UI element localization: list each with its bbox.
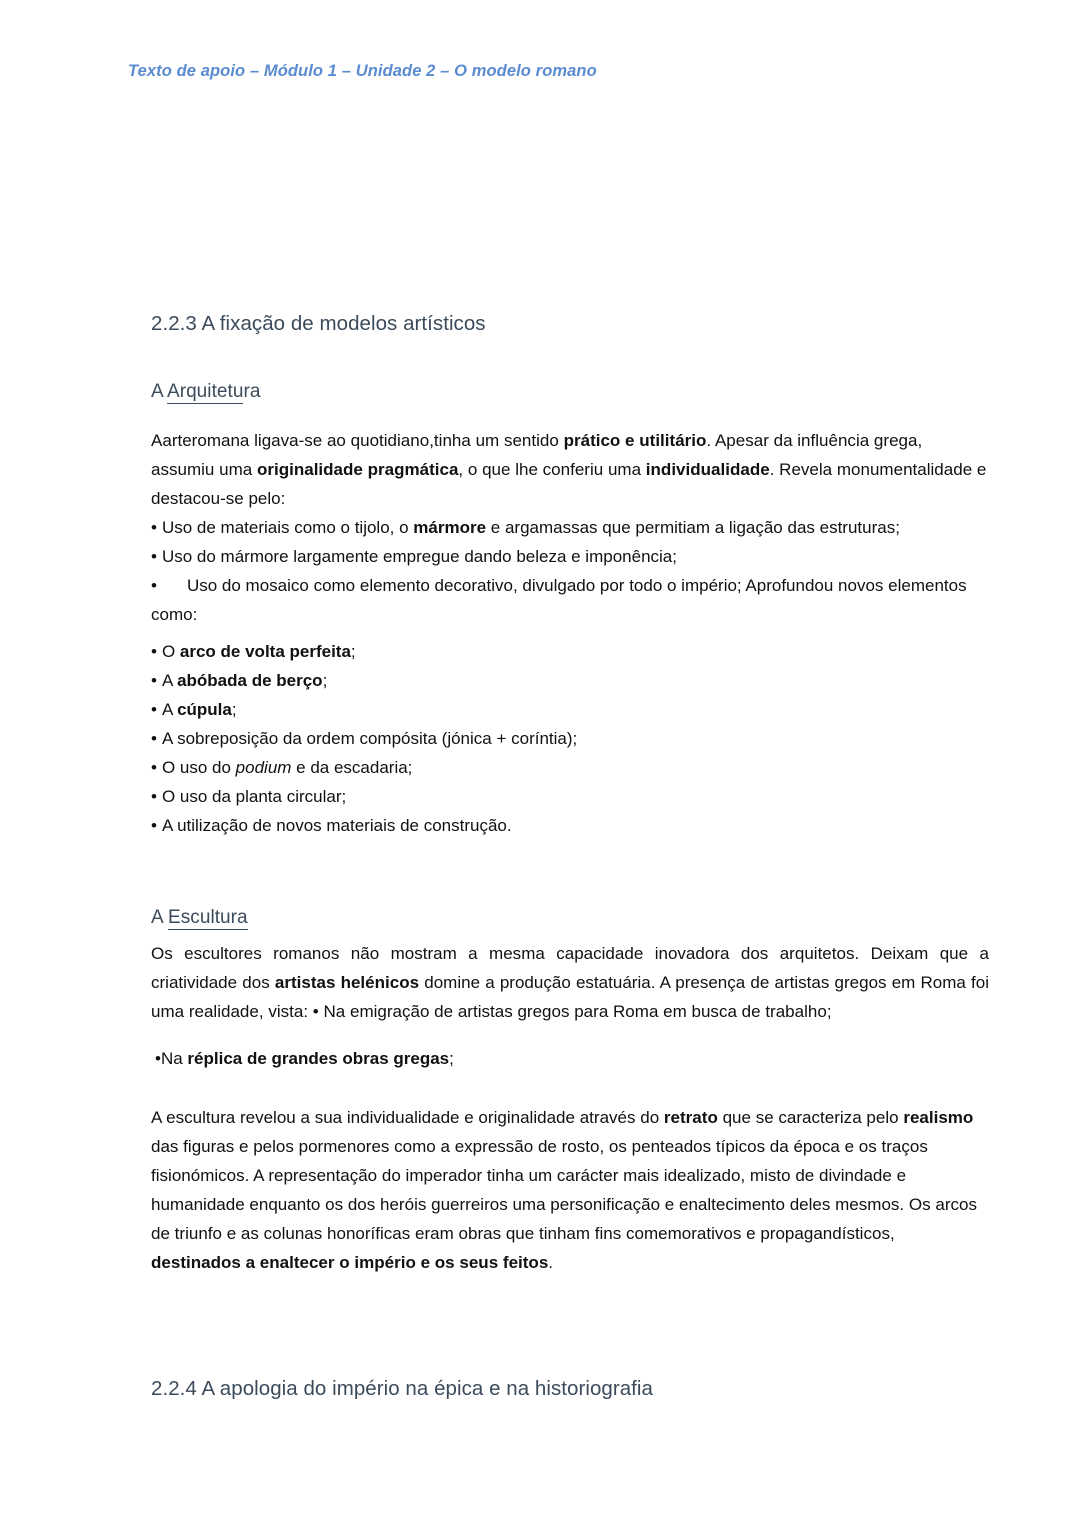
text-run: e argamassas que permitiam a ligação das estruturas; <box>486 518 900 538</box>
bold-run: prático e utilitário <box>563 431 707 451</box>
subheading-underlined-part: Arquitetu <box>166 380 244 402</box>
spacer <box>151 1277 989 1333</box>
text-run: O uso do <box>161 758 236 778</box>
spacer <box>151 338 989 380</box>
document-content <box>151 310 989 1403</box>
text-run: A <box>161 671 178 691</box>
spacer <box>151 1073 989 1103</box>
text-run: que se caracteriza pelo <box>717 1108 904 1128</box>
spacer <box>151 629 989 637</box>
subheading-prefix: A <box>151 380 167 402</box>
bold-run: originalidade pragmática <box>256 460 459 480</box>
text-run: . Revela monumentalidade e destacou-se pelo: <box>151 460 987 509</box>
text-run: ; <box>449 1049 454 1069</box>
text-run: . Apesar da influência grega, assumiu uma <box>151 431 923 480</box>
bullet-icon: • <box>151 518 157 538</box>
bullet-icon: • <box>151 576 157 596</box>
text-run: . <box>548 1253 554 1273</box>
bold-run: individualidade <box>645 460 770 480</box>
bullet-icon: • <box>155 1049 161 1069</box>
text-run: ; <box>350 642 356 662</box>
bold-run: realismo <box>903 1108 974 1128</box>
running-header: Texto de apoio – Módulo 1 – Unidade 2 – O modelo romano <box>128 62 597 80</box>
text-run: A sobreposição da ordem compósita (jónica + coríntia); <box>161 729 578 749</box>
text-run: A utilização de novos materiais de construção. <box>161 816 512 836</box>
section-heading-224: 2.2.4 A apologia do império na épica e na historiografia <box>151 1377 653 1401</box>
list-item <box>151 811 989 840</box>
text-run: Uso de materiais como o tijolo, o <box>161 518 414 538</box>
bullet-icon: • <box>151 642 157 662</box>
list-item <box>151 513 989 542</box>
list-item <box>151 571 989 629</box>
bold-run: abóbada de berço <box>177 671 323 691</box>
text-run: domine a produção estatuária. A presença de artistas gregos em Roma foi uma realidade, vista: • Na emigração de artistas gregos para Roma em busca de trabalho; <box>151 973 990 1022</box>
bullet-icon: • <box>151 671 157 691</box>
spacer <box>151 931 989 939</box>
bold-run: mármore <box>413 518 487 538</box>
text-run: das figuras e pelos pormenores como a expressão de rosto, os penteados típicos da época e os traços fisionómicos. A representação do imperador tinha um carácter mais idealizado, misto de divindade e humanidade enquanto os dos heróis guerreiros uma personificação e enaltecimento deles mesmos. Os arcos de triunfo e as colunas honoríficas eram obras que tinham fins comemorativos e propagandísticos, <box>151 1137 977 1244</box>
spacer <box>151 404 989 426</box>
paragraph-arquitetura-intro <box>151 426 989 513</box>
list-item <box>151 666 989 695</box>
section-heading-223: 2.2.3 A fixação de modelos artísticos <box>151 312 486 335</box>
subheading-prefix: A <box>151 907 169 929</box>
text-run: ; <box>322 671 328 691</box>
bold-run: destinados a enaltecer o império e os seus feitos <box>151 1253 549 1273</box>
bullet-icon: • <box>151 729 157 749</box>
text-run: Os escultores romanos não mostram a mesma capacidade inovadora dos arquitetos. Deixam que a criatividade dos <box>151 944 989 993</box>
bold-run: artistas helénicos <box>274 973 420 993</box>
list-item <box>151 782 989 811</box>
list-item <box>151 637 989 666</box>
text-run: A escultura revelou a sua individualidade e originalidade através do <box>151 1108 664 1128</box>
paragraph-escultura-retrato <box>151 1103 989 1277</box>
subheading-tail: ra <box>243 380 261 402</box>
text-run: O uso da planta circular; <box>161 787 347 807</box>
bullet-icon: • <box>151 547 157 567</box>
text-run: A <box>161 700 178 720</box>
subheading-underlined-part: Escultura <box>168 907 248 929</box>
text-run: Aarteromana ligava-se ao quotidiano,tinha um sentido <box>151 431 564 451</box>
spacer <box>151 1333 989 1375</box>
bullet-icon: • <box>151 787 157 807</box>
italic-run: podium <box>235 758 292 778</box>
bullet-icon: • <box>151 758 157 778</box>
bold-run: cúpula <box>177 700 232 720</box>
bullet-icon: • <box>151 700 157 720</box>
bold-run: retrato <box>663 1108 718 1128</box>
text-run: O <box>161 642 180 662</box>
text-run: Na <box>160 1049 188 1069</box>
list-item-replica <box>151 1044 989 1073</box>
text-run: ; <box>231 700 237 720</box>
subheading-arquitetura <box>151 380 989 405</box>
text-run: Uso do mármore largamente empregue dando beleza e imponência; <box>161 547 677 567</box>
bold-run: réplica de grandes obras gregas <box>187 1049 450 1069</box>
paragraph-escultura-intro <box>151 939 989 1026</box>
list-item <box>151 724 989 753</box>
text-run: e da escadaria; <box>291 758 413 778</box>
bullet-icon: • <box>151 816 157 836</box>
list-item <box>151 695 989 724</box>
spacer <box>151 840 989 906</box>
text-run: Uso do mosaico como elemento decorativo, divulgado por todo o império; Aprofundou novos elementos como: <box>151 576 967 625</box>
text-run: , o que lhe conferiu uma <box>458 460 646 480</box>
bold-run: arco de volta perfeita <box>179 642 351 662</box>
list-item <box>151 542 989 571</box>
list-item <box>151 753 989 782</box>
subheading-escultura <box>151 906 989 931</box>
spacer <box>151 1026 989 1044</box>
